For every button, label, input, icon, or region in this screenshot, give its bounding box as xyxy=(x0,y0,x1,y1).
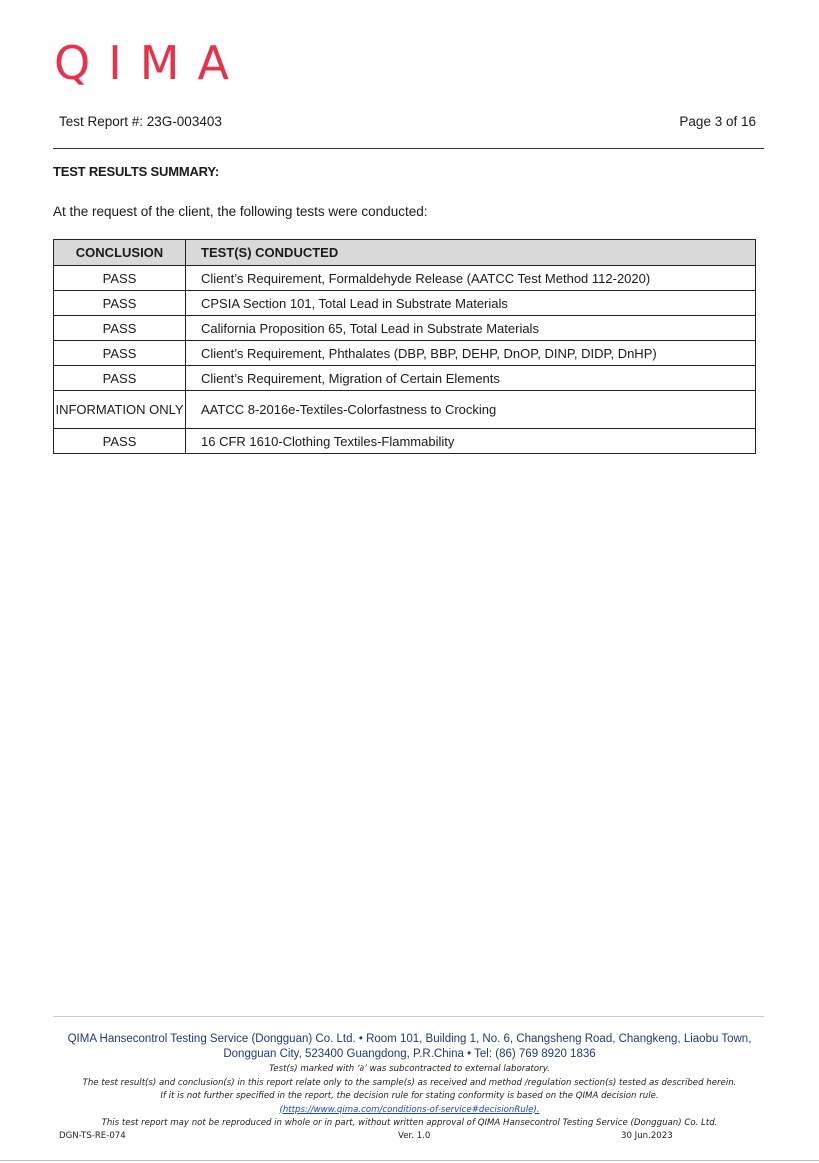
address-line-2: Dongguan City, 523400 Guangdong, P.R.China • Tel: (86) 769 8920 1836 xyxy=(223,1048,596,1060)
issue-date: 30 Jun.2023 xyxy=(621,1131,673,1141)
row-test: Client’s Requirement, Formaldehyde Release (AATCC Test Method 112-2020) xyxy=(186,266,756,291)
subcontract-note: Test(s) marked with ‘∂’ was subcontracted to external laboratory. xyxy=(269,1064,550,1074)
row-conclusion: PASS xyxy=(54,316,186,341)
table-header-row xyxy=(54,240,756,266)
address-line-1: QIMA Hansecontrol Testing Service (Dongguan) Co. Ltd. • Room 101, Building 1, No. 6, Changsheng Road, Changkeng, Liaobu Town, xyxy=(67,1033,752,1045)
table-row xyxy=(54,366,756,391)
table-row xyxy=(54,291,756,316)
table-row xyxy=(54,266,756,291)
qima-logo: QIMA xyxy=(54,36,247,90)
header-divider xyxy=(53,148,764,149)
row-test: Client’s Requirement, Migration of Certain Elements xyxy=(186,366,756,391)
disclaimer-block xyxy=(40,1063,779,1131)
row-test: CPSIA Section 101, Total Lead in Substrate Materials xyxy=(186,291,756,316)
table-row xyxy=(54,391,756,429)
row-conclusion: INFORMATION ONLY xyxy=(54,391,186,429)
section-title: TEST RESULTS SUMMARY: xyxy=(53,164,219,179)
row-test: 16 CFR 1610-Clothing Textiles-Flammability xyxy=(186,429,756,454)
disclaimer-results: The test result(s) and conclusion(s) in this report relate only to the sample(s) as received and method /regulation section(s) tested as described herein. xyxy=(82,1077,737,1088)
disclaimer-reproduction: This test report may not be reproduced in whole or in part, without written approval of QIMA Hansecontrol Testing Service (Dongguan) Co. Ltd. xyxy=(101,1118,718,1128)
table-row xyxy=(54,341,756,366)
table-row xyxy=(54,316,756,341)
company-address xyxy=(40,1032,779,1062)
decision-rule-link[interactable]: (https://www.qima.com/conditions-of-service#decisionRule). xyxy=(279,1104,540,1115)
report-number: Test Report #: 23G-003403 xyxy=(59,114,222,129)
footer-divider xyxy=(53,1016,764,1017)
disclaimer-decision-rule: If it is not further specified in the report, the decision rule for stating conformity is based on the QIMA decision rule. xyxy=(160,1091,659,1101)
page-bottom-border xyxy=(0,1160,819,1161)
row-conclusion: PASS xyxy=(54,341,186,366)
version: Ver. 1.0 xyxy=(398,1131,431,1141)
results-table xyxy=(53,239,756,454)
intro-text: At the request of the client, the following tests were conducted: xyxy=(53,204,428,219)
row-test: Client’s Requirement, Phthalates (DBP, BBP, DEHP, DnOP, DINP, DIDP, DnHP) xyxy=(186,341,756,366)
row-conclusion: PASS xyxy=(54,429,186,454)
row-test: AATCC 8-2016e-Textiles-Colorfastness to Crocking xyxy=(186,391,756,429)
row-conclusion: PASS xyxy=(54,266,186,291)
row-conclusion: PASS xyxy=(54,291,186,316)
doc-code: DGN-TS-RE-074 xyxy=(59,1131,126,1141)
row-conclusion: PASS xyxy=(54,366,186,391)
row-test: California Proposition 65, Total Lead in Substrate Materials xyxy=(186,316,756,341)
page-indicator: Page 3 of 16 xyxy=(679,114,756,129)
header-tests: TEST(S) CONDUCTED xyxy=(186,240,756,266)
table-row xyxy=(54,429,756,454)
header-conclusion: CONCLUSION xyxy=(54,240,186,266)
